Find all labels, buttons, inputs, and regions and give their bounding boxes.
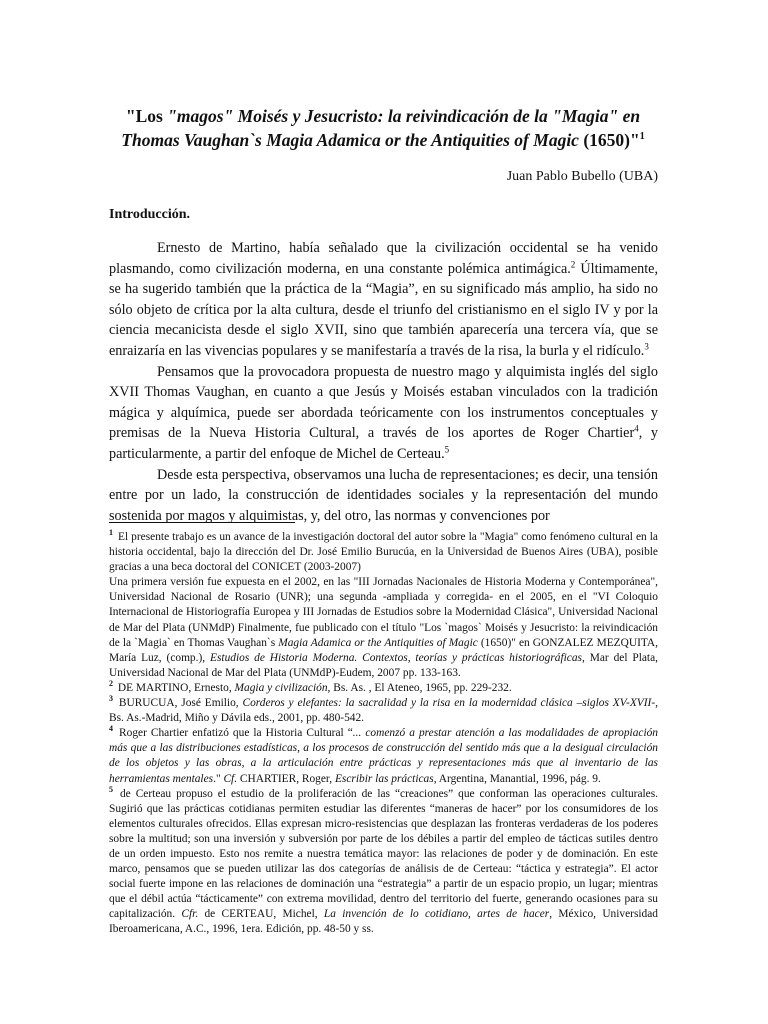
footnote-5-italic-2: La invención de lo cotidiano, artes de hacer: [323, 908, 550, 921]
footnote-1: [109, 530, 658, 575]
paragraph-2-text-b: , y particularmente, a partir del enfoque de Michel de Certeau.: [109, 425, 658, 462]
footnote-5-text-b: de CERTEAU, Michel,: [198, 908, 324, 921]
footnote-4-italic-3: Escribir las prácticas: [334, 772, 434, 785]
footnote-4-text-d: , Argentina, Manantial, 1996, pág. 9.: [433, 772, 601, 785]
footnote-1-italic-c: Estudios de Historia Moderna. Contextos, teorías y prácticas historiográficas: [210, 651, 582, 664]
footnote-3-text-a: BURUCUA, José Emilio,: [115, 697, 243, 710]
footnote-number: 3: [109, 694, 113, 704]
footnote-ref-5[interactable]: 5: [444, 444, 450, 455]
footnote-1-italic-b: Magia Adamica or the Antiquities of Magic: [278, 636, 478, 649]
footnote-1-text-c: (1650)" en GONZALEZ MEZQUITA, María Luz, (comp.),: [109, 636, 658, 664]
footnote-ref-4[interactable]: 4: [634, 423, 639, 434]
footnote-3: [109, 696, 658, 726]
author-line: Juan Pablo Bubello (UBA): [506, 169, 658, 184]
paragraph-1: [109, 238, 658, 362]
paragraph-2: [109, 362, 658, 465]
footnote-number: 2: [109, 679, 113, 689]
body-text: [109, 238, 658, 526]
footnotes: [109, 530, 658, 938]
footnote-4: [109, 726, 658, 786]
footnote-2-text-b: , Bs. As. , El Ateneo, 1965, pp. 229-232.: [327, 681, 512, 694]
footnote-1-text-d: , Mar del Plata, Universidad Nacional de Mar del Plata (UNMdP)-Eudem, 2007 pp. 133-163.: [109, 651, 658, 679]
title-italic-part: "magos" Moisés y Jesucristo: la reivindicación de la "Magia" en Thomas Vaughan`s Magia Adamica or the Antiquities of Magic: [121, 106, 641, 150]
footnote-number: 4: [109, 724, 113, 734]
footnote-number: 5: [109, 784, 113, 794]
footnote-4-text-b: .": [213, 772, 224, 785]
footnote-ref-1[interactable]: 1: [639, 131, 645, 143]
footnote-5-italic-1: Cfr.: [181, 908, 199, 921]
footnote-2-text-a: DE MARTINO, Ernesto,: [115, 681, 235, 694]
section-heading: Introducción.: [109, 207, 191, 222]
footnote-2-italic: Magia y civilización: [234, 681, 328, 694]
footnote-4-italic-1: ... comenzó a prestar atención a las modalidades de apropiación más que a las distribuciones estadísticas, a los procesos de construcción del sentido más que a la desigual circulación de los objetos y las obras, a la articulación entre prácticas y representaciones más que al inventario de las herramientas mentales: [109, 727, 659, 785]
footnote-number: 1: [109, 528, 113, 538]
footnote-separator: [109, 522, 295, 523]
title-part-1: "Los: [125, 106, 168, 126]
paragraph-1-text-b: Últimamente, se ha sugerido también que la práctica de la “Magia”, en su significado más amplio, ha sido no sólo objeto de crítica por la alta cultura, desde el triunfo del cristianismo en el siglo IV y por la ciencia mecanicista desde el siglo XVII, sino que también aparecería una tercera vía, que se enraizaría en las vivencias populares y se manifestaría a través de la risa, la burla y el ridículo.: [109, 260, 658, 359]
footnote-1-text-a: El presente trabajo es un avance de la investigación doctoral del autor sobre la "Magia" como fenómeno cultural en la historia occidental, bajo la dirección del Dr. José Emilio Burucúa, en la Universidad de Buenos Aires (UBA), posible gracias a una beca doctoral del CONICET (2003-2007): [109, 531, 658, 574]
footnote-2: [109, 681, 658, 696]
footnote-5-text-a: de Certeau propuso el estudio de la proliferación de las “creaciones” que conforman las operaciones culturales. Sugirió que las prácticas cotidianas permiten estudiar las diferentes “maneras de hacer” por los consumidores de los elementos culturales ofrecidos. Ellas expresan micro-resistencias que desplazan las fronteras verdaderas de los poderes sobre la multitud; son una inversión y subversión por parte de los débiles a partir del empleo de tácticas sutiles dentro de un orden impuesto. Esto nos remite a nuestra temática mayor: las relaciones de poder y de dominación. En este marco, pensamos que se pueden utilizar las dos categorías de análisis de de Certeau: “táctica y estrategia”. El actor social fuerte impone en las relaciones de dominación una “estrategia” a partir de un espacio propio, un lugar; mientras que el débil actúa “tácticamente” con extrema movilidad, dentro del territorio del fuerte, generando ocasiones para su capitalización.: [109, 787, 658, 921]
paragraph-1-text-a: Ernesto de Martino, había señalado que la civilización occidental se ha venido plasmando, como civilización moderna, en una constante polémica antimágica.: [109, 240, 658, 277]
footnote-4-text-c: CHARTIER, Roger,: [237, 772, 335, 785]
footnote-5-text-c: , México, Universidad Iberoamericana, A.C., 1996, 1era. Edición, pp. 48-50 y ss.: [109, 908, 658, 936]
footnote-3-italic: Corderos y elefantes: la sacralidad y la risa en la modernidad clásica –siglos XV-XVII-: [242, 697, 656, 710]
footnote-1-continuation: [109, 575, 658, 681]
paragraph-3: Desde esta perspectiva, observamos una lucha de representaciones; es decir, una tensión entre por un lado, la construcción de identidades sociales y la representación del mundo sostenida por magos y alquimistas, y, del otro, las normas y convenciones por: [109, 466, 658, 524]
footnote-4-text-a: Roger Chartier enfatizó que la Historia Cultural “: [115, 727, 353, 740]
paper-title: [100, 104, 666, 152]
footnote-3-text-b: , Bs. As.-Madrid, Miño y Dávila eds., 2001, pp. 480-542.: [109, 697, 659, 725]
title-part-3: (1650)": [578, 130, 640, 150]
footnote-ref-2[interactable]: 2: [570, 258, 576, 269]
footnote-5: [109, 784, 658, 938]
paragraph-2-text-a: Pensamos que la provocadora propuesta de nuestro mago y alquimista inglés del siglo XVII Thomas Vaughan, en cuanto a que Jesús y Moisés estaban vinculados con la tradición mágica y alquímica, puede ser abordada teóricamente con los instrumentos conceptuales y premisas de la Nueva Historia Cultural, a través de los aportes de Roger Chartier: [109, 363, 658, 442]
footnote-1-text-b: Una primera versión fue expuesta en el 2002, en las "III Jornadas Nacionales de Historia Moderna y Contemporánea", Universidad Nacional de Rosario (UNR); una segunda -ampliada y corregida- en el 2005, en el "VI Coloquio Internacional de Historiografía Europea y III Jornadas de Estudios sobre la Modernidad Clásica", Universidad Nacional de Mar del Plata (UNMdP) Finalmente, fue publicado con el título "Los `magos` Moisés y Jesucristo: la reivindicación de la `Magia` en Thomas Vaughan`s: [109, 576, 658, 649]
footnote-ref-3[interactable]: 3: [644, 341, 649, 352]
footnote-4-italic-2: Cf.: [223, 772, 238, 785]
